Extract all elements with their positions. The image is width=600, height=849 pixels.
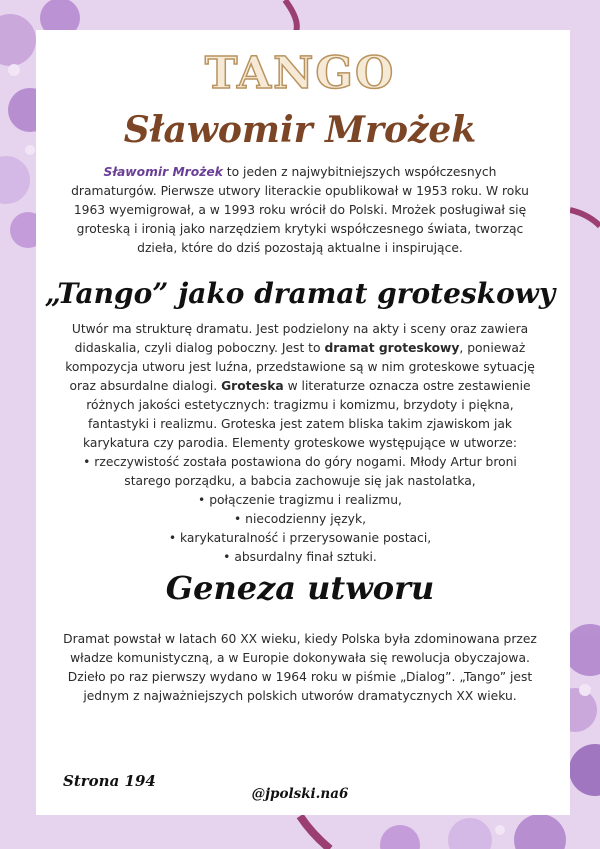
bullet-item: • absurdalny finał sztuki. bbox=[223, 550, 377, 564]
section-heading-geneza: Geneza utworu bbox=[165, 569, 435, 607]
section-heading-groteska: „Tango” jako dramat groteskowy bbox=[44, 277, 556, 310]
groteska-text-c: w literaturze oznacza ostre zestawienie różnych jakości estetycznych: tragizmu i komizmu, brzydoty i piękna, fantastyki i realizmu. Groteska jest zatem bliska takim zjawiskom jak karykatura czy parodia. Elementy groteskowe występujące w utworze: bbox=[83, 379, 531, 450]
groteska-paragraph bbox=[60, 320, 540, 567]
bullet-item: • karykaturalność i przerysowanie postaci, bbox=[168, 531, 432, 545]
groteska-text-a: Utwór ma strukturę dramatu. Jest podzielony na akty i sceny oraz zawiera didaskalia, czyli dialog poboczny. Jest to bbox=[71, 322, 529, 355]
groteska-text-b: , ponieważ kompozycja utworu jest luźna, przedstawione są w nim groteskowe sytuację oraz absurdalne dialogi. bbox=[65, 341, 535, 393]
ribbon-bottom bbox=[300, 816, 330, 849]
page-title: TANGO bbox=[204, 48, 396, 99]
ribbon-right bbox=[570, 210, 600, 226]
ribbon-top bbox=[285, 0, 297, 32]
intro-paragraph bbox=[60, 163, 540, 258]
bullet-item: • rzeczywistość została postawiona do góry nogami. Młody Artur broni starego porządku, a babcia zachowuje się jak nastolatka, bbox=[83, 455, 517, 488]
intro-text: to jeden z najwybitniejszych współczesnych dramaturgów. Pierwsze utwory literackie opublikował w 1953 roku. W roku 1963 wyemigrował, a w 1993 roku wrócił do Polski. Mrożek posługiwał się groteską i ironią jako narzędziem krytyki współczesnego świata, tworząc dzieła, które do dziś pozostają aktualne i inspirujące. bbox=[71, 165, 529, 255]
page-number: Strona 194 bbox=[63, 772, 156, 790]
bullet-item: • połączenie tragizmu i realizmu, bbox=[198, 493, 402, 507]
social-handle: @jpolski.na6 bbox=[251, 786, 349, 802]
bold-dramat-groteskowy: dramat groteskowy bbox=[324, 341, 460, 355]
author-name-inline: Sławomir Mrożek bbox=[103, 165, 223, 179]
geneza-paragraph: Dramat powstał w latach 60 XX wieku, kiedy Polska była zdominowana przez władze komunistyczną, a w Europie dokonywała się rewolucja obyczajowa. Dzieło po raz pierwszy wydano w 1964 roku w piśmie „Dialog”. „Tango” jest jednym z najważniejszych polskich utworów dramatycznych XX wieku. bbox=[63, 632, 537, 703]
bold-groteska: Groteska bbox=[221, 379, 284, 393]
author-heading: Sławomir Mrożek bbox=[123, 109, 477, 151]
bullet-item: • niecodzienny język, bbox=[234, 512, 366, 526]
